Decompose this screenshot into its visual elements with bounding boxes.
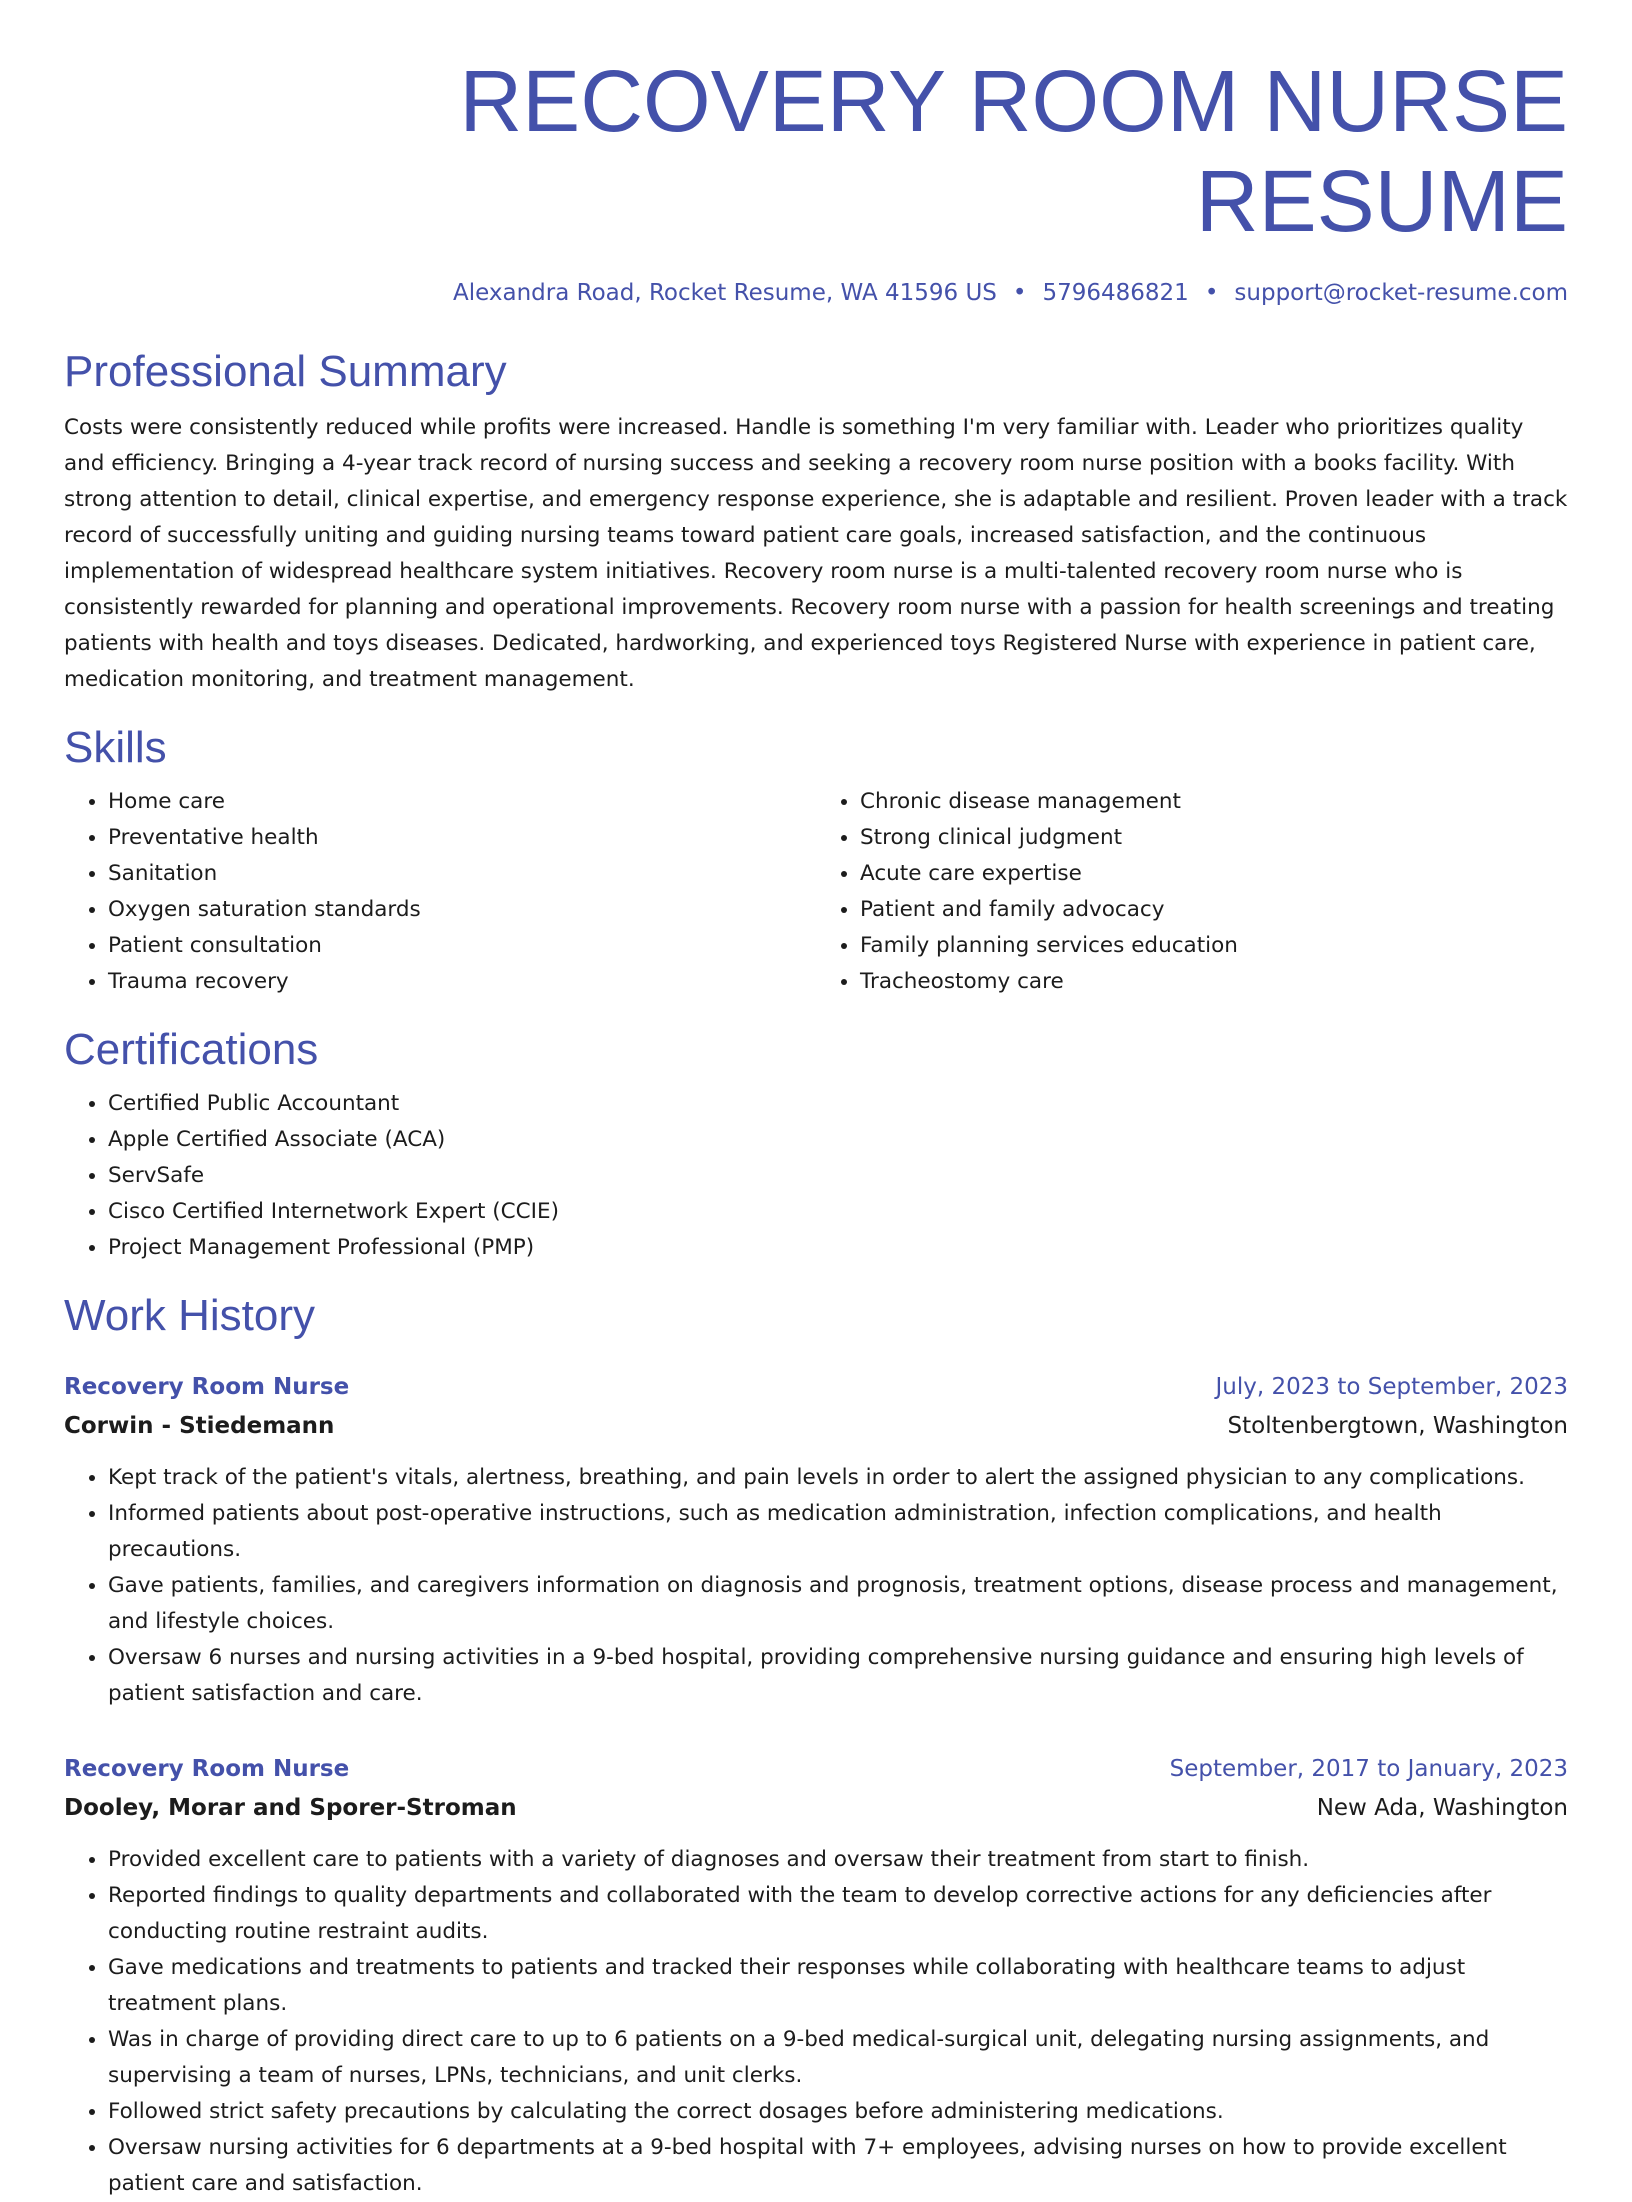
job-company: Corwin - Stiedemann [64, 1413, 335, 1439]
skill-item: • Chronic disease management [860, 784, 1568, 820]
skill-item: • Preventative health [108, 820, 816, 856]
job-employer-row [64, 1788, 1568, 1828]
skill-item: • Tracheostomy care [860, 964, 1568, 1000]
job-location: Stoltenbergtown, Washington [1227, 1413, 1568, 1439]
job-location: New Ada, Washington [1316, 1795, 1568, 1821]
contact-email: support@rocket-resume.com [1234, 280, 1568, 306]
certification-item: • Project Management Professional (PMP) [108, 1230, 1568, 1266]
skill-item: • Family planning services education [860, 928, 1568, 964]
job-bullet: • Gave patients, families, and caregivers information on diagnosis and prognosis, treatment options, disease process and management, and lifestyle choices. [108, 1568, 1568, 1640]
job-bullets [64, 1460, 1568, 1712]
job-bullets [64, 1842, 1568, 2202]
certification-item: • Certified Public Accountant [108, 1086, 1568, 1122]
job-role: Recovery Room Nurse [64, 1756, 350, 1782]
job-dates: September, 2017 to January, 2023 [1169, 1756, 1568, 1782]
job-company: Dooley, Morar and Sporer-Stroman [64, 1795, 517, 1821]
skill-item: • Patient and family advocacy [860, 892, 1568, 928]
skill-item: • Strong clinical judgment [860, 820, 1568, 856]
separator-dot: • [1204, 280, 1219, 306]
job-entry [64, 1368, 1568, 1712]
summary-text: Costs were consistently reduced while profits were increased. Handle is something I'm very familiar with. Leader who prioritizes quality and efficiency. Bringing a 4-year track record of nursing success and seeking a recovery room nurse position with a books facility. With strong attention to detail, clinical expertise, and emergency response experience, she is adaptable and resilient. Proven leader with a track record of successfully uniting and guiding nursing teams toward patient care goals, increased satisfaction, and the continuous implementation of widespread healthcare system initiatives. Recovery room nurse is a multi-talented recovery room nurse who is consistently rewarded for planning and operational improvements. Recovery room nurse with a passion for health screenings and treating patients with health and toys diseases. Dedicated, hardworking, and experienced toys Registered Nurse with experience in patient care, medication monitoring, and treatment management. [64, 415, 1568, 692]
skill-item: • Sanitation [108, 856, 816, 892]
contact-address: Alexandra Road, Rocket Resume, WA 41596 US [453, 280, 997, 306]
job-header-row [64, 1368, 1568, 1406]
job-bullet: • Informed patients about post-operative instructions, such as medication administration, infection complications, and health precautions. [108, 1496, 1568, 1568]
job-bullet: • Reported findings to quality departments and collaborated with the team to develop corrective actions for any deficiencies after conducting routine restraint audits. [108, 1878, 1568, 1950]
skills-heading: Skills [64, 723, 167, 772]
certification-item: • ServSafe [108, 1158, 1568, 1194]
job-header-row [64, 1750, 1568, 1788]
resume-title: RECOVERY ROOM NURSE RESUME [459, 53, 1568, 250]
job-bullet: • Provided excellent care to patients with a variety of diagnoses and oversaw their treatment from start to finish. [108, 1842, 1568, 1878]
job-role: Recovery Room Nurse [64, 1374, 350, 1400]
certification-item: • Cisco Certified Internetwork Expert (CCIE) [108, 1194, 1568, 1230]
job-bullet: • Followed strict safety precautions by calculating the correct dosages before administering medications. [108, 2094, 1568, 2130]
resume-page [64, 0, 1568, 2202]
job-bullet: • Kept track of the patient's vitals, alertness, breathing, and pain levels in order to alert the assigned physician to any complications. [108, 1460, 1568, 1496]
separator-dot: • [1012, 280, 1027, 306]
skills-list-left [64, 784, 816, 1000]
certification-item: • Apple Certified Associate (ACA) [108, 1122, 1568, 1158]
skills-list-right [816, 784, 1568, 1000]
job-bullet: • Was in charge of providing direct care to up to 6 patients on a 9-bed medical-surgical unit, delegating nursing assignments, and supervising a team of nurses, LPNs, technicians, and unit clerks. [108, 2022, 1568, 2094]
skill-item: • Oxygen saturation standards [108, 892, 816, 928]
certifications-heading: Certifications [64, 1025, 319, 1074]
skill-item: • Patient consultation [108, 928, 816, 964]
job-employer-row [64, 1406, 1568, 1446]
skill-item: • Home care [108, 784, 816, 820]
summary-heading: Professional Summary [64, 347, 507, 396]
certifications-list [64, 1086, 1568, 1266]
contact-line [64, 276, 1568, 310]
work-history-heading: Work History [64, 1291, 315, 1340]
skill-item: • Trauma recovery [108, 964, 816, 1000]
contact-phone: 5796486821 [1042, 280, 1189, 306]
job-dates: July, 2023 to September, 2023 [1215, 1374, 1568, 1400]
skills-columns [64, 784, 1568, 1000]
skill-item: • Acute care expertise [860, 856, 1568, 892]
job-bullet: • Oversaw nursing activities for 6 departments at a 9-bed hospital with 7+ employees, advising nurses on how to provide excellent patient care and satisfaction. [108, 2130, 1568, 2202]
job-bullet: • Oversaw 6 nurses and nursing activities in a 9-bed hospital, providing comprehensive nursing guidance and ensuring high levels of patient satisfaction and care. [108, 1640, 1568, 1712]
job-entry [64, 1750, 1568, 2202]
job-bullet: • Gave medications and treatments to patients and tracked their responses while collaborating with healthcare teams to adjust treatment plans. [108, 1950, 1568, 2022]
